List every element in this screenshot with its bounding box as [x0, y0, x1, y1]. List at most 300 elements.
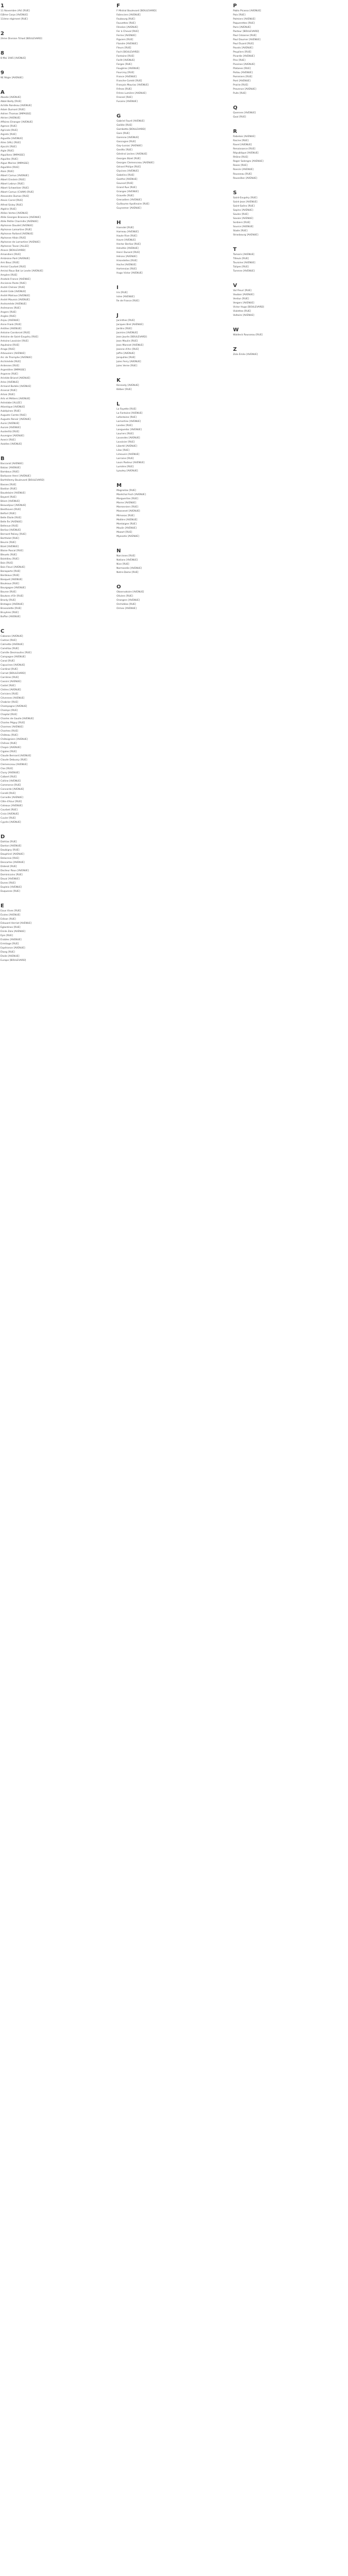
street-entry: Landes [RUE]	[117, 425, 132, 428]
street-entry: Docteur Roux [AVENUE]	[1, 869, 29, 872]
street-entry: Allées Vertes [AVENUE]	[1, 212, 28, 215]
street-entry: Antoine Lavoisier [RUE]	[1, 340, 29, 343]
street-entry: Albert Camus [AVENUE]	[1, 175, 29, 178]
street-entry: Aubépines [RUE]	[1, 410, 21, 413]
street-entry: Arsenal [RUE]	[1, 389, 17, 393]
street-entry: Source [AVENUE]	[233, 225, 254, 228]
street-entry: Paul Cézanne [RUE]	[233, 35, 257, 38]
street-entry: Arc de Triomphe [AVENUE]	[1, 357, 32, 360]
street-entry: Guillaume Apollinaire [RUE]	[117, 202, 150, 206]
street-entry: Castel [RUE]	[1, 685, 15, 688]
street-entry: Diderot [RUE]	[1, 865, 17, 868]
section-letter: K	[117, 378, 121, 384]
street-entry: Arts et Métiers [AVENUE]	[1, 398, 30, 401]
street-entry: Pommiers [RUE]	[233, 76, 253, 79]
street-entry: Lorraine [RUE]	[117, 457, 134, 461]
street-entry: Bizet [AVENUE]	[1, 545, 19, 548]
street-entry: Aristide Briand [AVENUE]	[1, 377, 30, 380]
street-entry: Cigales [RUE]	[1, 751, 17, 754]
street-entry: Goethe [AVENUE]	[117, 178, 138, 181]
street-entry: Astrolabe [ALLEE]	[1, 402, 22, 405]
street-entry: Bretagne [AVENUE]	[1, 603, 24, 606]
street-entry: Bourgogne [AVENUE]	[1, 586, 26, 589]
street-entry: Campagne [AVENUE]	[1, 656, 26, 659]
street-entry: Gounod [RUE]	[117, 182, 134, 185]
letter-group	[1, 831, 113, 900]
street-entry: Atlantique [AVENUE]	[1, 406, 25, 409]
street-entry: Ermitage [RUE]	[1, 943, 19, 946]
street-entry: Aigue Marine [IMPASSE]	[1, 162, 29, 165]
street-entry: Cerisiers [RUE]	[1, 693, 19, 696]
street-entry: Verdun [RUE]	[233, 297, 249, 300]
street-entry: Mimosas [RUE]	[117, 514, 135, 517]
street-entry: Chênes [RUE]	[1, 742, 17, 745]
street-entry: Molière [AVENUE]	[117, 518, 138, 521]
street-entry: André Gide [AVENUE]	[1, 290, 26, 293]
street-entry: Bosquet [AVENUE]	[1, 578, 23, 581]
street-entry: Brossolette [RUE]	[1, 607, 22, 610]
street-entry: Frênes [RUE]	[117, 88, 132, 91]
street-entry: Ravel [AVENUE]	[233, 144, 252, 147]
street-entry: Hector Berlioz [RUE]	[117, 243, 141, 246]
street-entry: Argonne [RUE]	[1, 373, 18, 376]
index-column-3	[233, 0, 345, 363]
street-entry: Roussillon [AVENUE]	[233, 177, 257, 180]
street-entry: Notre-Dame [RUE]	[117, 571, 139, 574]
street-entry: Églantines [RUE]	[1, 926, 21, 929]
street-entry: Sapins [AVENUE]	[233, 209, 253, 212]
street-entry: Lilas [RUE]	[117, 449, 129, 452]
section-letter: W	[233, 327, 239, 333]
street-entry: Paquerettes [RUE]	[233, 22, 255, 25]
street-entry: Colline [AVENUE]	[1, 779, 21, 783]
street-entry: Stade [RUE]	[233, 229, 247, 232]
index-column-1	[1, 0, 113, 969]
group-spacer	[1, 22, 113, 28]
street-entry: Ajacchi [RUE]	[1, 146, 16, 149]
street-entry: Adam Dumont [RUE]	[1, 109, 25, 112]
street-entry: Aiguette [AVENUE]	[1, 138, 23, 141]
letter-group	[1, 67, 113, 87]
street-entry: Gare [RUE]	[117, 132, 130, 135]
street-entry: Alain [RUE]	[1, 171, 14, 174]
street-entry: Vergers [AVENUE]	[233, 301, 255, 304]
street-entry: Beethoven [RUE]	[1, 508, 21, 511]
street-entry: Gravelle [RUE]	[117, 194, 134, 197]
street-entry: Andromède [AVENUE]	[1, 302, 27, 306]
street-entry: Barbusse Henri [AVENUE]	[1, 475, 31, 478]
street-entry: Charmes [AVENUE]	[1, 726, 24, 729]
street-entry: Avenir [RUE]	[1, 439, 15, 442]
letter-group	[1, 47, 113, 67]
letter-group	[1, 453, 113, 625]
street-entry: Général Leclerc [AVENUE]	[117, 153, 147, 156]
street-entry: Rhône [RUE]	[233, 156, 248, 159]
group-spacer	[1, 825, 113, 831]
street-entry: Lumière [RUE]	[117, 466, 134, 469]
group-spacer	[117, 539, 229, 545]
group-spacer	[233, 318, 345, 324]
street-entry: Carrières [RUE]	[1, 676, 19, 680]
street-entry: Amandiers [RUE]	[1, 253, 21, 256]
street-entry: Voltaire [AVENUE]	[233, 314, 255, 317]
street-entry: Corneille [AVENUE]	[1, 796, 23, 799]
street-entry: André Malraux [AVENUE]	[1, 294, 30, 297]
street-entry: François Mauriac [AVENUE]	[117, 84, 149, 87]
group-spacer	[1, 61, 113, 67]
letter-group	[233, 344, 345, 363]
section-letter: 9	[1, 70, 4, 76]
street-entry: Aurore [AVENUE]	[1, 427, 21, 430]
street-entry: Croix [AVENUE]	[1, 812, 19, 816]
street-entry: Épis [RUE]	[1, 935, 13, 938]
street-entry: Fougères [AVENUE]	[117, 67, 140, 71]
section-letter: 8	[1, 50, 4, 57]
street-entry: Palmiers [AVENUE]	[233, 18, 256, 21]
street-entry: Fénelon [AVENUE]	[117, 26, 138, 29]
street-entry: Forêt [AVENUE]	[117, 59, 135, 62]
street-entry: Dominicains [RUE]	[1, 873, 23, 876]
street-entry: Cuvier [RUE]	[1, 817, 16, 820]
street-entry: Bruyères [RUE]	[1, 611, 19, 614]
street-entry: Chopin [AVENUE]	[1, 747, 21, 750]
street-entry: Capucines [AVENUE]	[1, 664, 25, 667]
street-entry: Ardennes [RUE]	[1, 365, 20, 368]
street-entry: Forges [RUE]	[117, 63, 132, 66]
street-entry: Anjou [AVENUE]	[1, 319, 20, 322]
letter-group	[233, 126, 345, 187]
letter-group	[117, 398, 229, 480]
street-entry: Marronniers [RUE]	[117, 506, 138, 509]
street-entry: Chartres [RUE]	[1, 730, 19, 733]
street-entry: Ambroise Paré [AVENUE]	[1, 257, 30, 260]
street-entry: Saules [RUE]	[233, 213, 248, 216]
street-entry: Fresnel [RUE]	[117, 96, 132, 99]
section-letter: I	[117, 284, 119, 291]
street-entry: 2ème Division Tchad [BOULEVARD]	[1, 38, 42, 41]
street-entry: Bayard [RUE]	[1, 496, 16, 499]
street-entry: Alphonse Allais [RUE]	[1, 236, 26, 240]
section-letter: O	[117, 584, 121, 590]
street-entry: Georges Clemenceau [AVENUE]	[117, 161, 154, 164]
street-entry: Charles de Gaulle [AVENUE]	[1, 718, 34, 721]
street-entry: Dupleix [AVENUE]	[1, 886, 22, 889]
street-entry: Bambous [RUE]	[1, 471, 19, 474]
section-letter: P	[233, 3, 237, 9]
street-entry: Albert Schweitzer [RUE]	[1, 187, 29, 190]
street-entry: Dahlias [RUE]	[1, 840, 17, 843]
street-entry: Claude Debussy [RUE]	[1, 759, 27, 762]
street-entry: Cardinal [RUE]	[1, 668, 18, 671]
letter-group	[233, 187, 345, 244]
group-spacer	[1, 894, 113, 900]
street-entry: Puits [RUE]	[233, 92, 246, 95]
group-spacer	[117, 211, 229, 217]
street-entry: Albert Einstein [RUE]	[1, 179, 26, 182]
street-entry: Hoche [AVENUE]	[117, 263, 137, 266]
section-letter: 1	[1, 3, 4, 9]
section-letter: Q	[233, 105, 238, 111]
street-entry: Iris [RUE]	[117, 291, 128, 294]
group-spacer	[233, 337, 345, 344]
street-entry: Descartes [AVENUE]	[1, 861, 25, 864]
street-entry: Côte d'Azur [RUE]	[1, 800, 22, 803]
street-entry: Fontaine [RUE]	[117, 55, 135, 58]
street-entry: Belle Étoile [RUE]	[1, 516, 22, 519]
street-entry: Roger Salengro [AVENUE]	[233, 160, 263, 163]
street-entry: Orangers [AVENUE]	[117, 599, 140, 602]
street-entry: Blaise Pascal [RUE]	[1, 549, 24, 552]
letter-group	[117, 110, 229, 216]
street-entry: Roses [RUE]	[233, 164, 247, 167]
street-entry: Auvergne [AVENUE]	[1, 435, 24, 438]
street-entry: Carnot [BOULEVARD]	[1, 672, 26, 675]
street-entry: Saint-Jean [AVENUE]	[233, 200, 258, 204]
group-spacer	[117, 104, 229, 110]
street-entry: Camille Desmoulins [RUE]	[1, 652, 31, 655]
street-entry: Lavandes [AVENUE]	[117, 437, 140, 440]
street-entry: Archimède [RUE]	[1, 361, 21, 364]
street-entry: Myosotis [AVENUE]	[117, 535, 139, 538]
street-entry: Étoile [AVENUE]	[1, 955, 20, 958]
street-entry: Austerlitz [RUE]	[1, 431, 20, 434]
street-entry: Bois Fleuri [AVENUE]	[1, 566, 25, 569]
street-entry: Argentière [IMPASSE]	[1, 369, 26, 372]
street-entry: Fauvettes [RUE]	[117, 22, 136, 25]
letter-group	[117, 310, 229, 375]
street-entry: Nations [AVENUE]	[117, 558, 138, 562]
street-entry: Coteaux [AVENUE]	[1, 804, 23, 807]
street-entry: Paul Doumer [AVENUE]	[233, 39, 261, 42]
street-entry: Flandre [AVENUE]	[117, 43, 138, 46]
street-entry: Paris [AVENUE]	[233, 26, 251, 29]
section-letter: J	[117, 312, 119, 318]
street-entry: Jacinthes [RUE]	[117, 319, 135, 322]
letter-group	[117, 217, 229, 282]
street-entry: Boieldieu [RUE]	[1, 557, 19, 561]
street-entry: Kléber [RUE]	[117, 388, 132, 392]
group-spacer	[117, 368, 229, 375]
street-entry: Alphonse Rolland [AVENUE]	[1, 232, 34, 235]
street-entry: Fourcroy [RUE]	[117, 72, 135, 75]
street-entry: Edison [RUE]	[1, 918, 16, 921]
street-entry: Ferme [AVENUE]	[117, 35, 136, 38]
street-entry: Kennedy [AVENUE]	[117, 384, 139, 387]
street-entry: Allée Petite Charmille [AVENUE]	[1, 220, 38, 223]
street-entry: Ormes [AVENUE]	[117, 607, 137, 610]
street-entry: Fleurs [RUE]	[117, 47, 131, 50]
street-entry: Pont [AVENUE]	[233, 80, 251, 83]
street-entry: Tamaris [AVENUE]	[233, 253, 255, 256]
street-entry: Beurre [RUE]	[1, 541, 16, 544]
letter-group	[117, 581, 229, 617]
section-letter: L	[117, 401, 120, 408]
street-entry: Pasteur [BOULEVARD]	[233, 30, 259, 33]
street-entry: Châtaigniers [AVENUE]	[1, 738, 28, 741]
street-entry: F Mistral Boulevard [BOULEVARD]	[117, 10, 157, 12]
street-entry: Alphonse Daudet [AVENUE]	[1, 224, 34, 227]
group-spacer	[233, 357, 345, 363]
street-entry: Achille Rondeau [AVENUE]	[1, 105, 32, 108]
street-entry: Delacroix [RUE]	[1, 857, 20, 860]
street-entry: Faubourg [RUE]	[117, 18, 135, 21]
section-letter: 2	[1, 31, 4, 37]
street-entry: Quai [RUE]	[233, 116, 246, 119]
letter-group	[1, 28, 113, 47]
street-entry: Érables [AVENUE]	[1, 939, 22, 942]
street-entry: Gabriel Fauré [AVENUE]	[117, 120, 145, 123]
street-entry: République [AVENUE]	[233, 152, 259, 155]
letter-group	[233, 324, 345, 344]
street-entry: Limousin [AVENUE]	[117, 453, 140, 456]
section-letter: R	[233, 129, 237, 135]
street-entry: Paix [RUE]	[233, 14, 245, 17]
street-entry: Haendel [RUE]	[117, 226, 134, 229]
street-entry: Grenadiers [AVENUE]	[117, 198, 142, 201]
street-entry: Cyprès [AVENUE]	[1, 821, 21, 824]
street-entry: Gascogne [RUE]	[117, 141, 136, 144]
street-entry: Liberté [AVENUE]	[117, 445, 137, 448]
street-entry: Grand Rue [RUE]	[117, 186, 137, 189]
street-entry: Mozart [RUE]	[117, 531, 132, 534]
group-spacer	[233, 120, 345, 126]
street-entry: Violettes [RUE]	[233, 310, 251, 313]
street-entry: I1Bme Corps [AVENUE]	[1, 14, 28, 17]
letter-group	[233, 244, 345, 280]
street-entry: Lafontaine [RUE]	[117, 416, 137, 419]
section-letter: H	[117, 219, 121, 226]
street-entry: Magnolias [RUE]	[117, 489, 136, 493]
street-entry: Armand Barbès [AVENUE]	[1, 385, 31, 388]
street-entry: Observatoire [AVENUE]	[117, 590, 144, 594]
street-entry: Sorbiers [RUE]	[233, 221, 251, 224]
street-entry: 8 Mai 1945 [AVENUE]	[1, 57, 26, 60]
street-entry: Baccarat [AVENUE]	[1, 463, 23, 466]
section-letter: A	[1, 90, 5, 96]
street-entry: Dunes [RUE]	[1, 882, 16, 885]
letter-group	[1, 900, 113, 969]
street-entry: Massenet [AVENUE]	[117, 510, 140, 513]
street-entry: Alphonse Tavan [ALLEE]	[1, 245, 29, 248]
street-entry: Belle Île [AVENUE]	[1, 520, 22, 523]
street-entry: Buffon [AVENUE]	[1, 616, 21, 618]
street-entry: Val Fleuri [RUE]	[233, 289, 252, 292]
street-entry: Adrien Thomas [IMPASSE]	[1, 113, 31, 116]
street-entry: Balzac [AVENUE]	[1, 467, 21, 470]
street-entry: Touraine [AVENUE]	[233, 261, 256, 264]
street-entry: Dauphiné [AVENUE]	[1, 853, 24, 856]
street-entry: Auguste Comte [RUE]	[1, 414, 26, 417]
letter-group	[1, 625, 113, 831]
street-entry: Quennes [AVENUE]	[233, 112, 256, 115]
street-entry: André Maurois [AVENUE]	[1, 298, 30, 301]
group-spacer	[1, 41, 113, 47]
letter-group	[117, 480, 229, 545]
street-entry: Marguerites [RUE]	[117, 498, 138, 501]
street-entry: Alexandre Dumas [RUE]	[1, 195, 29, 198]
street-entry: Anémones [RUE]	[1, 307, 21, 310]
street-entry: Lyautey [AVENUE]	[117, 470, 138, 473]
letter-group	[1, 0, 113, 28]
street-entry: La Fayette [RUE]	[117, 408, 137, 411]
street-entry: Foch [BOULEVARD]	[117, 51, 140, 54]
street-entry: Guynemer [AVENUE]	[117, 207, 141, 210]
street-entry: Hérons [AVENUE]	[117, 255, 137, 258]
street-entry: Cadran [RUE]	[1, 639, 17, 642]
street-entry: Pivoines [AVENUE]	[233, 63, 255, 66]
street-entry: Anne Frank [RUE]	[1, 323, 22, 326]
street-entry: Aigrets [RUE]	[1, 133, 16, 137]
street-entry: Jacques Brel [AVENUE]	[117, 323, 143, 326]
street-entry: Émile Zola [AVENUE]	[1, 930, 25, 934]
section-letter: C	[1, 629, 5, 635]
street-entry: Vauban [AVENUE]	[233, 293, 254, 296]
street-entry: France [AVENUE]	[117, 76, 137, 79]
letter-group	[233, 280, 345, 324]
street-entry: Bordeaux [RUE]	[1, 574, 20, 577]
street-entry: Baudelaire [AVENUE]	[1, 492, 26, 495]
street-entry: Duquesne [RUE]	[1, 890, 20, 893]
group-spacer	[117, 575, 229, 581]
street-entry: Charles Péguy [RUE]	[1, 722, 25, 725]
street-entry: Maréchal Foch [AVENUE]	[117, 494, 146, 497]
street-entry: Garenne [AVENUE]	[117, 137, 139, 140]
street-entry: Jean Monnet [AVENUE]	[117, 344, 144, 347]
street-entry: Île de France [RUE]	[117, 299, 139, 302]
street-entry: Henri Dunant [RUE]	[117, 251, 140, 254]
street-entry: Lavoisier [RUE]	[117, 441, 135, 444]
street-entry: Hirondelles [RUE]	[117, 259, 138, 262]
street-entry: Aiguilles [RUE]	[1, 158, 18, 161]
street-entry: Étang [RUE]	[1, 951, 15, 954]
street-entry: Louis Pasteur [AVENUE]	[117, 462, 145, 465]
street-entry: Cèdres [AVENUE]	[1, 689, 21, 692]
street-entry: Platanes [RUE]	[233, 67, 251, 71]
street-entry: Bellevue [RUE]	[1, 524, 19, 528]
street-entry: Victor Hugo [BOULEVARD]	[233, 306, 264, 309]
street-entry: Bonaparte [RUE]	[1, 570, 21, 573]
section-letter: B	[1, 456, 5, 462]
street-entry: Saint-Exupéry [RUE]	[233, 196, 257, 199]
street-entry: Espérance [AVENUE]	[1, 947, 25, 950]
group-spacer	[233, 181, 345, 187]
street-entry: Bourse [RUE]	[1, 590, 16, 594]
street-entry: Château [RUE]	[1, 734, 18, 737]
street-entry: Condé [RUE]	[1, 792, 16, 795]
street-entry: Anatole France [AVENUE]	[1, 278, 30, 281]
street-entry: Marne [AVENUE]	[117, 502, 136, 505]
street-entry: Clemenceau [AVENUE]	[1, 763, 28, 766]
street-entry: Antoine de Saint-Exupéry [RUE]	[1, 336, 39, 338]
street-entry: Concorde [AVENUE]	[1, 788, 24, 791]
letter-group	[117, 545, 229, 581]
street-entry: Nice [RUE]	[117, 563, 129, 566]
street-entry: Renaissance [RUE]	[233, 148, 256, 151]
street-entry: Angles [RUE]	[1, 315, 16, 318]
letter-group	[233, 102, 345, 126]
street-entry: Racine [RUE]	[233, 140, 248, 143]
street-entry: Alphonse Lamartine [RUE]	[1, 228, 32, 231]
street-entry: Barthélemy Boulevard [BOULEVARD]	[1, 479, 44, 482]
street-entry: Béarn [AVENUE]	[1, 500, 20, 503]
street-entry: Angers [RUE]	[1, 311, 16, 314]
street-entry: Boutons d'Or [RUE]	[1, 595, 24, 598]
street-entry: Waldeck Rousseau [RUE]	[233, 333, 263, 336]
street-entry: Alfred Sisley [RUE]	[1, 204, 23, 207]
street-entry: Moulin [AVENUE]	[117, 527, 137, 530]
letter-group	[117, 282, 229, 310]
group-spacer	[233, 274, 345, 280]
